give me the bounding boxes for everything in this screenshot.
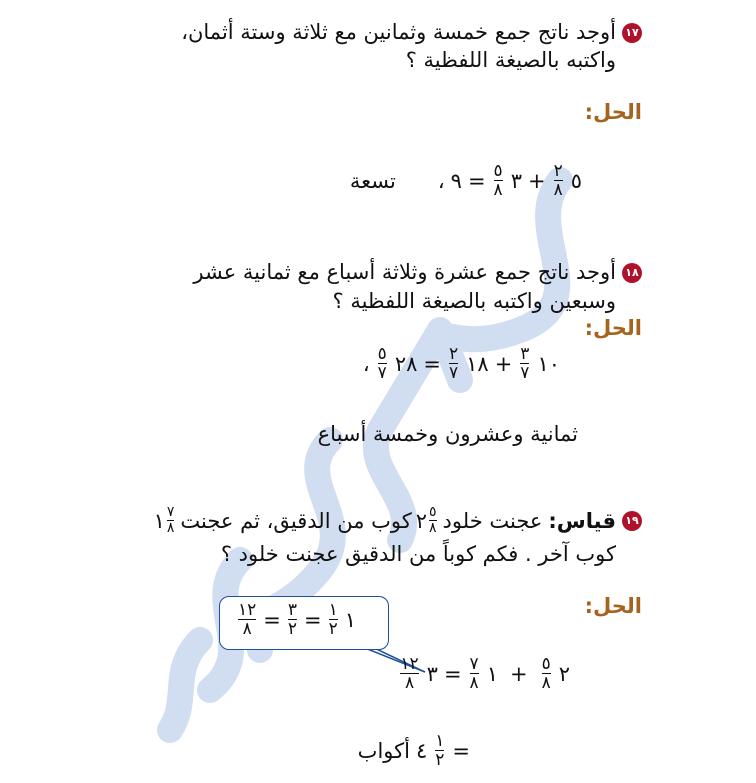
q17-number-badge: ١٧: [622, 23, 642, 43]
callout-fraction-1: $\frac{١}{٢}$: [328, 600, 338, 639]
q17-text-2: واكتبه بالصيغة اللفظية ؟: [405, 48, 616, 72]
callout-fraction-3: $\frac{١٢}{٨}$: [238, 600, 257, 639]
q18-fraction-1: $\frac{٣}{٧}$: [520, 344, 530, 383]
q19-solution-label: الحل:: [584, 594, 642, 618]
callout-fraction-2: $\frac{٣}{٢}$: [287, 600, 298, 639]
q17-line2: [406, 46, 616, 74]
q17-whole-1: ٥: [570, 168, 582, 193]
q19-fraction-2: $\frac{٧}{٨}$: [166, 504, 175, 536]
q19-eq-equals: =: [443, 661, 462, 686]
q18-fraction-2: $\frac{٢}{٧}$: [448, 344, 459, 383]
q19-whole-1: ٢: [415, 508, 428, 533]
q18-line2: [333, 287, 617, 315]
q19-final-unit: أكواب: [357, 738, 410, 763]
callout-whole: ١: [344, 607, 357, 632]
q19-final-equals: =: [452, 738, 470, 763]
q19-number-badge: ١٩: [622, 511, 642, 531]
q19-eq-fraction-2: $\frac{٧}{٨}$: [469, 654, 479, 693]
callout-equals-1: =: [304, 607, 322, 632]
q19-fraction-1: $\frac{٥}{٨}$: [429, 504, 437, 536]
q19-text-2: كوب آخر . فكم كوباً من الدقيق عجنت خلود ؟: [220, 542, 616, 566]
q17-text-1: أوجد ناتج جمع خمسة وثمانين مع ثلاثة وستة أثمان،: [181, 20, 616, 44]
q19-final-whole: ٤: [415, 738, 428, 763]
q19-eq-whole-1: ٢: [558, 661, 570, 686]
callout-equation: [236, 601, 356, 638]
q17-whole-2: ٣: [510, 168, 522, 193]
q18-text-2: وسبعين واكتبه بالصيغة اللفظية ؟: [332, 289, 616, 313]
q18-line1: [193, 258, 642, 286]
q17-fraction-1: $\frac{٢}{٨}$: [553, 161, 563, 200]
q17-solution-label: الحل:: [584, 100, 642, 124]
q19-eq-fraction-1: $\frac{٥}{٨}$: [541, 654, 551, 693]
q18-whole-1: ١٠: [537, 351, 560, 376]
q17-comma: ،: [437, 168, 445, 193]
q19-text-1a: عجنت خلود: [442, 508, 543, 533]
q19-whole-2: ١: [153, 508, 165, 533]
q17-fraction-2: $\frac{٥}{٨}$: [493, 161, 503, 200]
q17-line1: [181, 18, 642, 46]
q19-final-fraction: $\frac{١}{٢}$: [435, 731, 445, 770]
q19-label: قياس:: [548, 508, 616, 533]
q17-equation: [350, 162, 582, 199]
q18-plus: +: [494, 351, 513, 376]
q18-whole-2: ١٨: [466, 351, 489, 376]
q18-fraction-3: $\frac{٥}{٧}$: [377, 344, 387, 383]
q19-line1: [154, 505, 642, 536]
q17-words: تسعة: [349, 168, 396, 193]
q19-eq-plus: +: [509, 661, 528, 686]
q17-result: ٩: [450, 168, 462, 193]
q17-equals: =: [467, 168, 486, 193]
q19-line2: [221, 540, 616, 568]
q19-text-1b: كوب من الدقيق، ثم عجنت: [180, 508, 412, 533]
q17-plus: +: [527, 168, 546, 193]
q19-final: [358, 732, 470, 769]
callout-equals-2: =: [263, 607, 281, 632]
q18-comma: ،: [362, 351, 370, 376]
q18-words: ثمانية وعشرون وخمسة أسباع: [317, 422, 578, 446]
q19-eq-whole-3: ٣: [426, 661, 438, 686]
q19-eq-whole-2: ١: [486, 661, 498, 686]
q18-equation: [363, 345, 560, 382]
q18-solution-label: الحل:: [584, 316, 642, 340]
q18-whole-3: ٢٨: [394, 351, 418, 376]
q19-equation: [398, 655, 570, 692]
q19-eq-fraction-3: $\frac{١٢}{٨}$: [400, 654, 419, 693]
q18-text-1: أوجد ناتج جمع عشرة وثلاثة أسباع مع ثمانية عشر: [193, 260, 616, 284]
q18-number-badge: ١٨: [622, 263, 642, 283]
q18-equals: =: [423, 351, 441, 376]
